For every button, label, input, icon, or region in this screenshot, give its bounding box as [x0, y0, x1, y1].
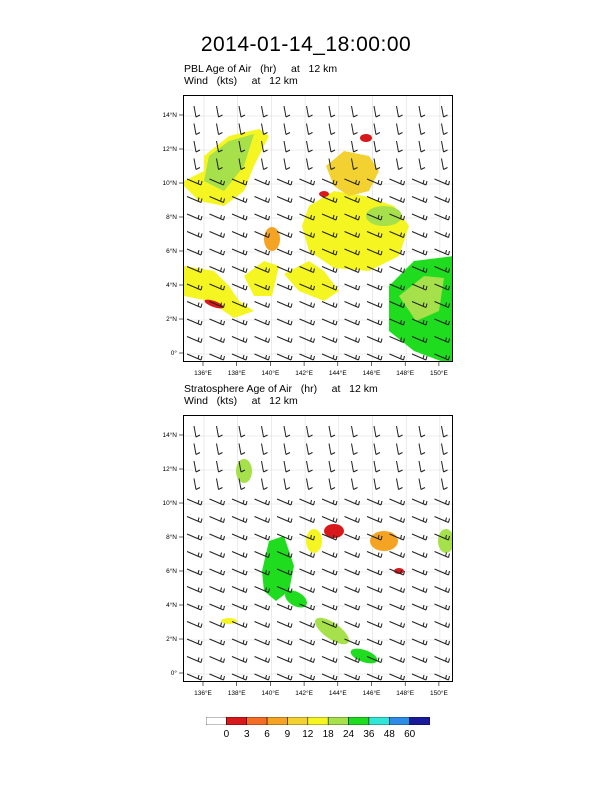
panel-1-lat-label: 6°N: [166, 248, 177, 255]
panel-2-lon-label: 144°E: [328, 690, 347, 697]
panel-2-lat-label: 6°N: [166, 568, 177, 575]
colorbar-label: 3: [243, 729, 250, 740]
colorbar-swatch: [328, 717, 348, 725]
colorbar-label: 6: [264, 729, 270, 740]
colorbar-swatch: [247, 717, 267, 725]
pbl-spot-red-central: [319, 191, 329, 197]
pbl-patch-central: [302, 191, 409, 271]
pbl-patch-140e: [264, 227, 280, 251]
stratosphere-age-field: [184, 416, 453, 682]
colorbar-swatch: [369, 717, 389, 725]
pbl-patch-139e: [244, 261, 279, 296]
colorbar-label: 18: [322, 729, 334, 740]
panel-2-lon-label: 138°E: [227, 690, 246, 697]
colorbar-swatch: [389, 717, 409, 725]
colorbar-label: 36: [363, 729, 375, 740]
panel-1-title-line2: Wind (kts) at 12 km: [184, 75, 298, 87]
panel-1-lon-label: 144°E: [328, 370, 347, 377]
panel-2-lon-label: 146°E: [362, 690, 381, 697]
panel-1-lat-label: 12°N: [162, 146, 177, 153]
colorbar-swatch: [226, 717, 246, 725]
strat-patch-147e: [370, 531, 398, 551]
panel-2-lat-label: 12°N: [162, 466, 177, 473]
colorbar-label: 48: [383, 729, 395, 740]
colorbar-label: 24: [342, 729, 355, 740]
panel-2-lat-label: 0°: [170, 670, 177, 677]
panel-2-lon-label: 150°E: [430, 690, 448, 697]
pbl-patch-central-north: [326, 151, 379, 196]
panel-1-lon-label: 140°E: [261, 370, 280, 377]
panel-1-lat-label: 0°: [170, 350, 177, 357]
panel-1-lat-label: 14°N: [162, 112, 177, 119]
panel-1-lat-label: 4°N: [166, 282, 177, 289]
colorbar-label: 12: [302, 729, 314, 740]
panel-1-lat-label: 8°N: [166, 214, 177, 221]
pbl-patch-sw: [184, 266, 254, 318]
strat-patch-east-edge: [438, 529, 453, 553]
pbl-age-map: [183, 95, 453, 362]
panel-2-lat-label: 4°N: [166, 602, 177, 609]
colorbar-label: 9: [284, 729, 291, 740]
colorbar-swatch: [349, 717, 369, 725]
pbl-spot-red-north: [360, 134, 372, 142]
colorbar: [206, 717, 430, 725]
panel-1-lon-label: 150°E: [430, 370, 448, 377]
colorbar-swatch: [308, 717, 328, 725]
panel-1-lon-label: 138°E: [227, 370, 246, 377]
panel-2-title-line1: Stratosphere Age of Air (hr) at 12 km: [184, 383, 378, 395]
panel-2-lat-label: 8°N: [166, 534, 177, 541]
colorbar-swatch: [287, 717, 307, 725]
panel-1-lon-label: 146°E: [362, 370, 381, 377]
main-title: 2014-01-14_18:00:00: [200, 33, 412, 56]
panel-1-lon-label: 148°E: [396, 370, 415, 377]
panel-1-lat-label: 2°N: [166, 316, 177, 323]
pbl-age-field: [184, 96, 453, 362]
panel-1-lon-label: 136°E: [194, 370, 212, 377]
colorbar-label: 0: [223, 729, 230, 740]
panel-2-title-line2: Wind (kts) at 12 km: [184, 395, 298, 407]
colorbar-swatch: [410, 717, 430, 725]
panel-2-lon-label: 136°E: [194, 690, 212, 697]
stratosphere-age-map: [183, 415, 453, 682]
panel-2-lon-label: 140°E: [261, 690, 280, 697]
strat-patch-146e: [349, 646, 379, 667]
panel-1-lon-label: 142°E: [295, 370, 313, 377]
colorbar-swatch: [206, 717, 226, 725]
colorbar-label: 60: [404, 729, 416, 740]
panel-2-lon-label: 142°E: [295, 690, 313, 697]
pbl-patch-142e: [284, 261, 339, 301]
panel-2-lat-label: 2°N: [166, 636, 177, 643]
panel-2-lat-label: 10°N: [162, 500, 177, 507]
colorbar-swatch: [267, 717, 287, 725]
panel-1-lat-label: 10°N: [162, 180, 177, 187]
strat-patch-yellow-central: [306, 529, 322, 553]
panel-2-lat-label: 14°N: [162, 432, 177, 439]
panel-2-lon-label: 148°E: [396, 690, 415, 697]
panel-1-title-line1: PBL Age of Air (hr) at 12 km: [184, 63, 338, 75]
wind-barbs: [187, 426, 450, 680]
